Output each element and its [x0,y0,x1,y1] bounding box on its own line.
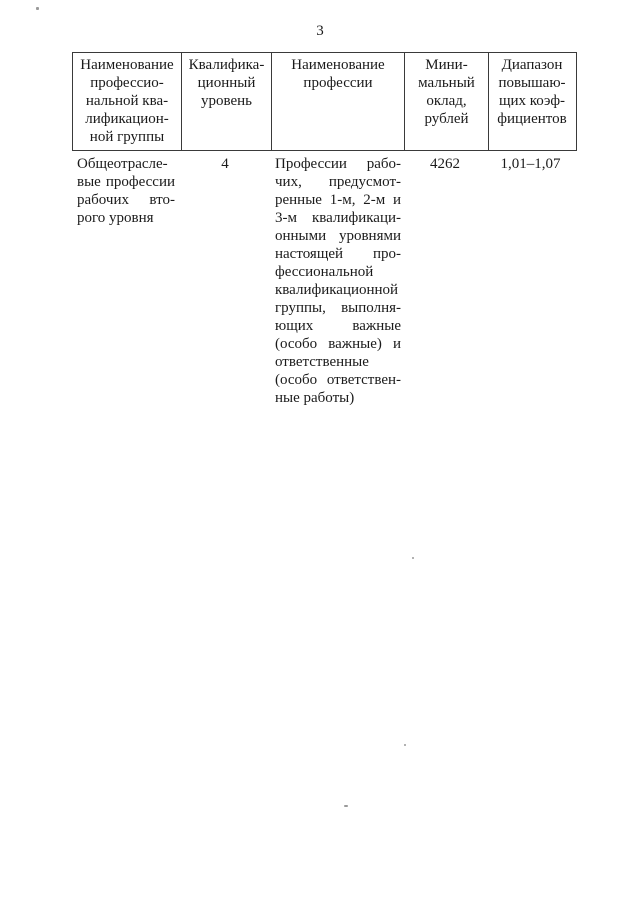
header-cell-profession: Наименование профессии [271,53,404,150]
cell-min-salary: 4262 [430,156,460,172]
scan-artifact-dot [412,557,414,559]
table-header-row [72,52,577,151]
cell-group-name: Общеотрасле- вые профессии рабочих вто- рого уровня [77,156,175,226]
cell-profession-description: Профессии рабо- чих, предусмот- ренные 1-м, 2-м и 3-м квалификаци- онными уровнями настоящей про- фессиональной квалификационной группы, выполня- ющих важные (особо важные) и ответственные (особо ответствен- ные работы) [275,156,401,406]
cell-coeff-range: 1,01–1,07 [500,156,561,172]
scan-artifact-dot [36,7,39,10]
salary-table [72,52,577,407]
header-cell-group: Наименование профессио- нальной ква- лификацион- ной группы [80,57,174,145]
cell-qualification-level: 4 [221,156,229,172]
table-row [72,155,577,407]
header-cell-coeff: Диапазон повышаю- щих коэф- фициентов [488,53,575,150]
scan-artifact-dot [344,805,348,807]
header-cell-level: Квалифика- ционный уровень [181,53,271,150]
page-number: 3 [316,23,324,39]
scan-artifact-dot [404,744,406,746]
header-cell-salary: Мини- мальный оклад, рублей [404,53,488,150]
